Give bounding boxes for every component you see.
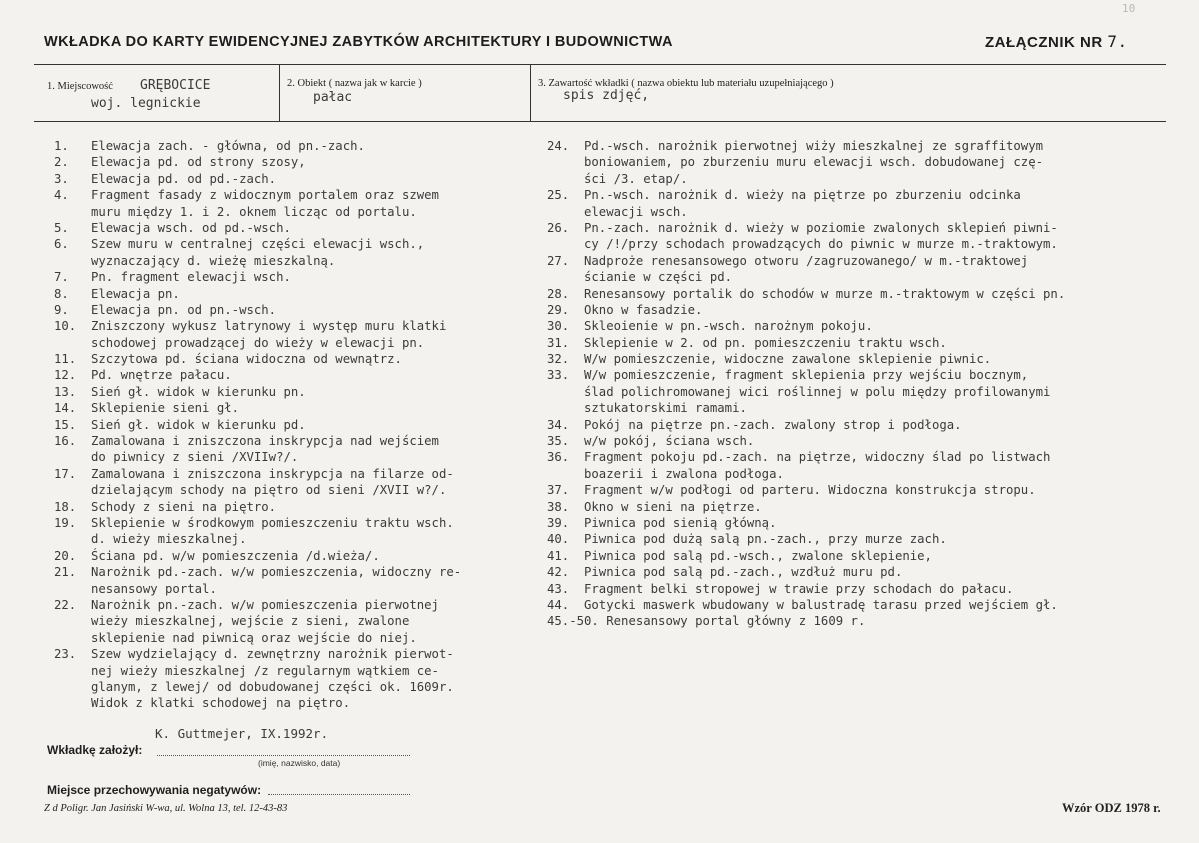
region-value: woj. legnickie xyxy=(91,96,201,111)
photo-description: Renesansowy portal główny z 1609 r. xyxy=(598,614,866,629)
photo-list-item xyxy=(54,302,461,318)
photo-list-item xyxy=(547,531,1065,547)
photo-list-item xyxy=(54,466,461,482)
location-value: GRĘBOCICE xyxy=(140,78,211,93)
photo-list-item xyxy=(547,187,1065,203)
photo-description: Elewacja wsch. od pd.-wsch. xyxy=(91,220,291,235)
photo-number: 3. xyxy=(54,171,69,186)
photo-number: 15. xyxy=(54,417,77,432)
contents-value: spis zdjęć, xyxy=(563,88,650,103)
photo-description: Zamalowana i zniszczona inskrypcja na filarze od- xyxy=(91,466,454,481)
photo-list-item xyxy=(54,318,461,334)
photo-number: 24. xyxy=(547,139,570,153)
photo-description: wieży mieszkalnej, wejście z sieni, zwalone xyxy=(91,614,410,629)
photo-number: 7. xyxy=(54,270,69,285)
photo-list-item xyxy=(547,351,1065,367)
photo-number: 36. xyxy=(547,450,570,465)
photo-number: 28. xyxy=(547,286,570,301)
photo-number: 22. xyxy=(54,597,77,612)
photo-number: 41. xyxy=(547,548,570,563)
photo-number: 33. xyxy=(547,368,570,383)
photo-list-item-continuation xyxy=(54,449,461,465)
fields-divider-2 xyxy=(530,64,531,121)
photo-number: 19. xyxy=(54,515,77,530)
photo-number: 6. xyxy=(54,237,69,252)
photo-list-item-continuation xyxy=(54,695,461,711)
photo-list-item xyxy=(54,417,461,433)
photo-description: nej wieży mieszkalnej /z regularnym wątkiem ce- xyxy=(91,663,439,678)
photo-number: 2. xyxy=(54,155,69,170)
photo-description: Okno w sieni na piętrze. xyxy=(584,499,762,514)
photo-description: do piwnicy z sieni /XVIIw?/. xyxy=(91,450,299,465)
photo-number: 39. xyxy=(547,515,570,530)
photo-number: 37. xyxy=(547,483,570,498)
photo-list-item xyxy=(547,417,1065,433)
photo-description: Fragment belki stropowej w trawie przy schodach do pałacu. xyxy=(584,581,1014,596)
photo-list-item xyxy=(547,433,1065,449)
photo-list-item xyxy=(54,548,461,564)
photo-number: 27. xyxy=(547,253,570,268)
photo-description: Szew muru w centralnej części elewacji wsch., xyxy=(91,237,425,252)
photo-number: 32. xyxy=(547,352,570,367)
photo-number: 38. xyxy=(547,499,570,514)
photo-list-item xyxy=(547,449,1065,465)
photo-list-item xyxy=(54,286,461,302)
photo-number: 25. xyxy=(547,188,570,203)
photo-list-item xyxy=(547,564,1065,580)
photo-description: W/w pomieszczenie, fragment sklepienia przy wejściu bocznym, xyxy=(584,368,1029,383)
fields-top-rule xyxy=(34,64,1166,65)
photo-number: 44. xyxy=(547,597,570,612)
photo-list-item xyxy=(547,499,1065,515)
photo-list-item xyxy=(54,384,461,400)
photo-description: Okno w fasadzie. xyxy=(584,302,703,317)
photo-description: Pd.-wsch. narożnik pierwotnej wiży mieszkalnej ze sgraffitowym xyxy=(584,139,1044,153)
photo-description: boniowaniem, po zburzeniu muru elewacji wsch. dobudowanej czę- xyxy=(584,155,1044,170)
photo-description: elewacji wsch. xyxy=(584,204,688,219)
photo-list-item-continuation xyxy=(54,581,461,597)
photo-list-item xyxy=(54,269,461,285)
photo-list-item xyxy=(547,613,1065,629)
photo-description: W/w pomieszczenie, widoczne zawalone sklepienie piwnic. xyxy=(584,352,992,367)
photo-list-item-continuation xyxy=(54,204,461,220)
photo-number: 9. xyxy=(54,302,69,317)
photo-description: Sień gł. widok w kierunku pn. xyxy=(91,384,306,399)
contents-label: 3. Zawartość wkładki ( nazwa obiektu lub materiału uzupełniającego ) xyxy=(538,78,834,89)
prepared-by-label: Wkładkę założył: xyxy=(47,743,143,757)
photo-description: Elewacja pd. od strony szosy, xyxy=(91,155,306,170)
photo-description: Pd. wnętrze pałacu. xyxy=(91,368,232,383)
photo-description: Elewacja pn. xyxy=(91,286,180,301)
photo-description: wyznaczający d. wieżę mieszkalną. xyxy=(91,253,336,268)
photo-description: Zamalowana i zniszczona inskrypcja nad wejściem xyxy=(91,434,439,449)
photo-description: glanym, z lewej/ od dobudowanej części ok. 1609r. xyxy=(91,679,454,694)
photo-number: 34. xyxy=(547,417,570,432)
attachment-value: 7. xyxy=(1107,32,1128,51)
photo-list-item xyxy=(547,597,1065,613)
photo-number: 12. xyxy=(54,368,77,383)
photo-description: Zniszczony wykusz latrynowy i występ muru klatki xyxy=(91,319,447,334)
photo-number: 5. xyxy=(54,220,69,235)
photo-description: Fragment pokoju pd.-zach. na piętrze, widoczny ślad po listwach xyxy=(584,450,1051,465)
photo-description: ścianie w części pd. xyxy=(584,270,733,285)
photo-description: Narożnik pd.-zach. w/w pomieszczenia, widoczny re- xyxy=(91,565,462,580)
photo-number: 29. xyxy=(547,302,570,317)
photo-description: sztukatorskimi ramami. xyxy=(584,401,747,416)
photo-description: cy /!/przy schodach prowadzących do piwnic w murze m.-traktowym. xyxy=(584,237,1058,252)
photo-list-item xyxy=(547,302,1065,318)
corner-stamp: 10 xyxy=(1122,2,1136,15)
photo-description: Szew wydzielający d. zewnętrzny narożnik pierwot- xyxy=(91,647,454,662)
form-title: WKŁADKA DO KARTY EWIDENCYJNEJ ZABYTKÓW ARCHITEKTURY I BUDOWNICTWA xyxy=(44,34,673,50)
photo-list-item xyxy=(54,400,461,416)
photo-number: 35. xyxy=(547,434,570,449)
photo-list-item xyxy=(547,138,1065,154)
photo-list-item xyxy=(547,220,1065,236)
photo-description: Szczytowa pd. ściana widoczna od wewnątrz. xyxy=(91,352,402,367)
photo-description: schodowej prowadzącej do wieży w elewacji pn. xyxy=(91,335,425,350)
photo-list-item-continuation xyxy=(54,253,461,269)
photo-list-left xyxy=(54,138,461,712)
photo-description: Nadproże renesansowego otworu /zagruzowanego/ w m.-traktowej xyxy=(584,253,1029,268)
negatives-storage-label: Miejsce przechowywania negatywów: xyxy=(47,783,262,797)
photo-list-item xyxy=(547,367,1065,383)
photo-list-item xyxy=(54,433,461,449)
photo-number: 42. xyxy=(547,565,570,580)
photo-description: Piwnica pod dużą salą pn.-zach., przy murze zach. xyxy=(584,532,947,547)
negatives-storage-line xyxy=(268,794,410,795)
photo-description: Elewacja zach. - główna, od pn.-zach. xyxy=(91,139,365,153)
photo-list-item-continuation xyxy=(547,236,1065,252)
photo-number: 20. xyxy=(54,548,77,563)
fields-divider-1 xyxy=(279,64,280,121)
photo-number: 1. xyxy=(54,139,69,153)
photo-list-item-continuation xyxy=(547,204,1065,220)
photo-list-item-continuation xyxy=(547,171,1065,187)
photo-description: Fragment fasady z widocznym portalem oraz szwem xyxy=(91,188,439,203)
photo-number: 40. xyxy=(547,532,570,547)
fields-bottom-rule xyxy=(34,121,1166,122)
photo-number: 23. xyxy=(54,647,77,662)
photo-number: 11. xyxy=(54,352,77,367)
photo-description: sklepienie nad piwnicą oraz wejście do niej. xyxy=(91,630,417,645)
photo-number: 18. xyxy=(54,499,77,514)
photo-list-item xyxy=(54,597,461,613)
photo-description: Elewacja pd. od pd.-zach. xyxy=(91,171,277,186)
photo-number: 16. xyxy=(54,434,77,449)
photo-description: Gotycki maswerk wbudowany w balustradę tarasu przed wejściem gł. xyxy=(584,597,1058,612)
photo-list-item-continuation xyxy=(54,679,461,695)
photo-description: Pn. fragment elewacji wsch. xyxy=(91,270,291,285)
photo-list-item xyxy=(54,171,461,187)
photo-description: Pn.-zach. narożnik d. wieży w poziomie zwalonych sklepień piwni- xyxy=(584,220,1058,235)
photo-list-item-continuation xyxy=(54,482,461,498)
photo-description: ślad polichromowanej wici roślinnej w polu między profilowanymi xyxy=(584,384,1051,399)
prepared-by-hint: (imię, nazwisko, data) xyxy=(258,758,341,768)
photo-list-item xyxy=(547,548,1065,564)
photo-description: Sklepienie sieni gł. xyxy=(91,401,240,416)
photo-description: Widok z klatki schodowej na piętro. xyxy=(91,696,351,711)
photo-number: 8. xyxy=(54,286,69,301)
photo-number: 45.-50. xyxy=(547,614,599,629)
photo-list-item xyxy=(547,253,1065,269)
photo-description: boazerii i zwalona podłoga. xyxy=(584,466,784,481)
photo-list-item-continuation xyxy=(54,663,461,679)
photo-description: ści /3. etap/. xyxy=(584,171,688,186)
photo-number: 21. xyxy=(54,565,77,580)
photo-number: 30. xyxy=(547,319,570,334)
photo-description: Pokój na piętrze pn.-zach. zwalony strop i podłoga. xyxy=(584,417,962,432)
photo-list-item xyxy=(547,581,1065,597)
photo-number: 31. xyxy=(547,335,570,350)
photo-list-item-continuation xyxy=(547,466,1065,482)
prepared-by-line xyxy=(157,755,410,756)
photo-description: Elewacja pn. od pn.-wsch. xyxy=(91,302,277,317)
object-label: 2. Obiekt ( nazwa jak w karcie ) xyxy=(287,78,422,89)
photo-list-item-continuation xyxy=(547,400,1065,416)
photo-number: 4. xyxy=(54,188,69,203)
photo-description: Piwnica pod salą pd.-zach., wzdłuż muru pd. xyxy=(584,565,903,580)
photo-description: w/w pokój, ściana wsch. xyxy=(584,434,755,449)
photo-description: Skleoienie w pn.-wsch. narożnym pokoju. xyxy=(584,319,873,334)
photo-number: 13. xyxy=(54,384,77,399)
photo-description: muru między 1. i 2. oknem licząc od portalu. xyxy=(91,204,417,219)
object-value: pałac xyxy=(313,90,353,105)
photo-number: 17. xyxy=(54,466,77,481)
photo-list-item xyxy=(547,318,1065,334)
photo-description: Piwnica pod salą pd.-wsch., zwalone sklepienie, xyxy=(584,548,932,563)
photo-list-item xyxy=(547,482,1065,498)
photo-list-item xyxy=(54,367,461,383)
photo-list-item xyxy=(54,564,461,580)
photo-list-item-continuation xyxy=(547,154,1065,170)
photo-list-item xyxy=(547,286,1065,302)
photo-list-right xyxy=(547,138,1065,630)
photo-number: 26. xyxy=(547,220,570,235)
photo-list-item-continuation xyxy=(54,531,461,547)
photo-list-item xyxy=(54,515,461,531)
attachment-number xyxy=(985,32,1128,51)
form-template-id: Wzór ODZ 1978 r. xyxy=(1062,801,1161,815)
photo-description: Sklepienie w środkowym pomieszczeniu traktu wsch. xyxy=(91,515,454,530)
photo-list-item xyxy=(54,236,461,252)
photo-description: Sień gł. widok w kierunku pd. xyxy=(91,417,306,432)
photo-description: Schody z sieni na piętro. xyxy=(91,499,277,514)
photo-list-item-continuation xyxy=(547,269,1065,285)
photo-list-item-continuation xyxy=(54,335,461,351)
photo-list-item xyxy=(54,499,461,515)
photo-list-item-continuation xyxy=(547,384,1065,400)
photo-list-item xyxy=(54,220,461,236)
attachment-label: ZAŁĄCZNIK NR xyxy=(985,34,1103,51)
photo-list-item xyxy=(54,138,461,154)
photo-list-item xyxy=(54,351,461,367)
photo-list-item-continuation xyxy=(54,613,461,629)
photo-description: Ściana pd. w/w pomieszczenia /d.wieża/. xyxy=(91,548,380,563)
photo-list-item xyxy=(547,335,1065,351)
photo-description: d. wieży mieszkalnej. xyxy=(91,532,247,547)
photo-list-item xyxy=(54,154,461,170)
photo-number: 10. xyxy=(54,319,77,334)
photo-list-item-continuation xyxy=(54,630,461,646)
photo-description: Piwnica pod sienią główną. xyxy=(584,515,777,530)
photo-list-item xyxy=(54,646,461,662)
photo-description: Pn.-wsch. narożnik d. wieży na piętrze po zburzeniu odcinka xyxy=(584,188,1021,203)
photo-list-item xyxy=(54,187,461,203)
printer-imprint: Z d Poligr. Jan Jasiński W-wa, ul. Wolna 13, tel. 12-43-83 xyxy=(44,803,288,814)
photo-number: 43. xyxy=(547,581,570,596)
photo-description: Narożnik pn.-zach. w/w pomieszczenia pierwotnej xyxy=(91,597,439,612)
location-label: 1. Miejscowość xyxy=(47,81,113,92)
photo-description: nesansowy portal. xyxy=(91,581,217,596)
photo-description: Renesansowy portalik do schodów w murze m.-traktowym w części pn. xyxy=(584,286,1066,301)
photo-list-item xyxy=(547,515,1065,531)
photo-description: dzielającym schody na piętro od sieni /XVII w?/. xyxy=(91,483,447,498)
photo-description: Sklepienie w 2. od pn. pomieszczeniu traktu wsch. xyxy=(584,335,947,350)
photo-number: 14. xyxy=(54,401,77,416)
photo-description: Fragment w/w podłogi od parteru. Widoczna konstrukcja stropu. xyxy=(584,483,1036,498)
author-signature: K. Guttmejer, IX.1992r. xyxy=(155,726,329,741)
